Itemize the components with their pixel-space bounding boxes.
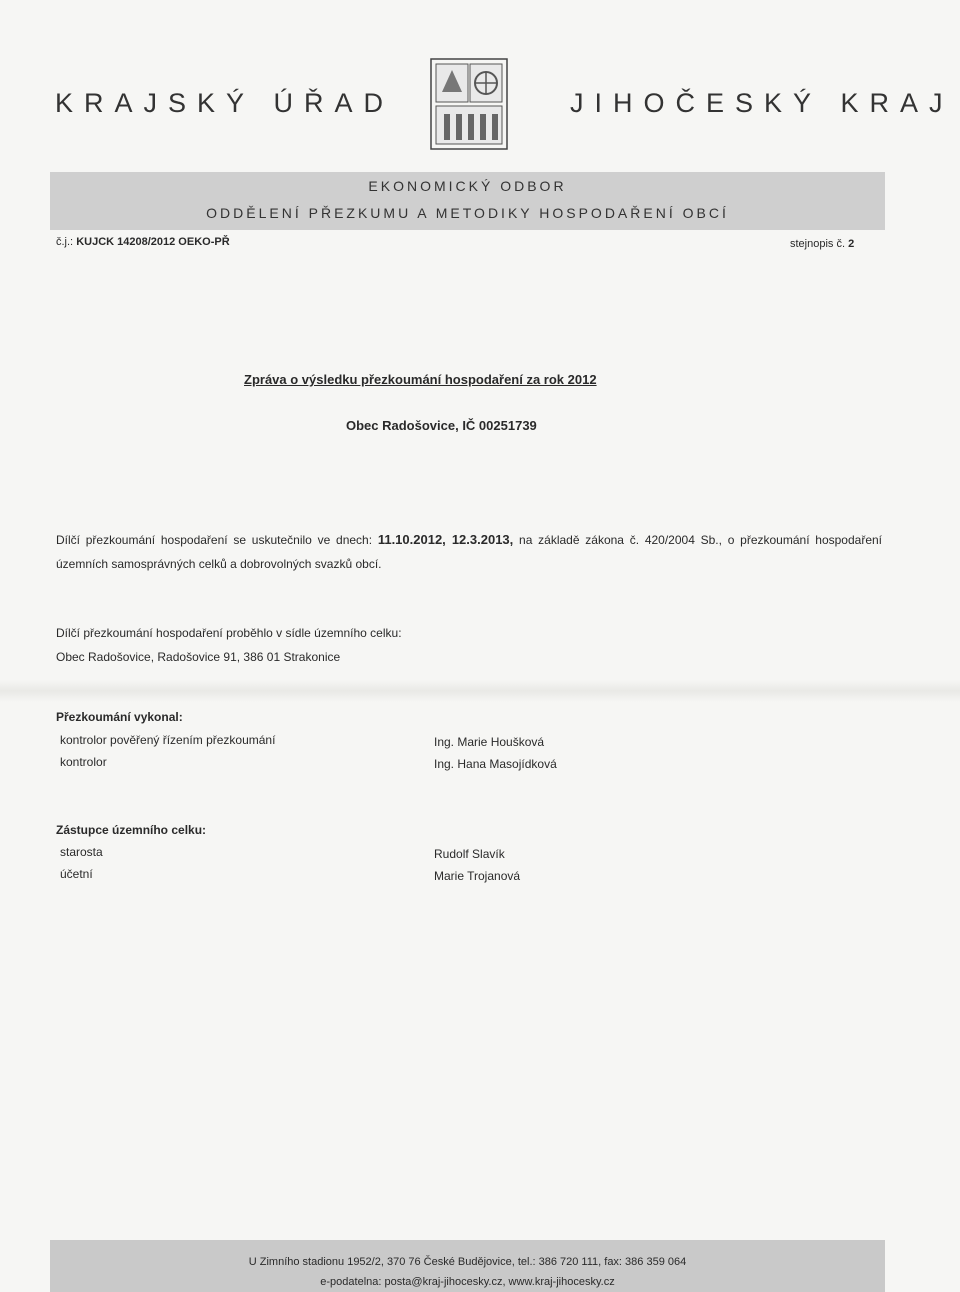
representative-role: účetní (60, 867, 93, 881)
audit-location-intro: Dílčí přezkoumání hospodaření proběhlo v sídle územního celku: (56, 626, 402, 640)
region-title: JIHOČESKÝ KRAJ (570, 88, 954, 118)
footer-address: U Zimního stadionu 1952/2, 370 76 České Budějovice, tel.: 386 720 111, fax: 386 359 064 (248, 1256, 687, 1268)
representative-role: starosta (60, 845, 103, 859)
auditor-name: Ing. Marie Houšková (434, 735, 545, 749)
audit-dates-suffix: na základě zákona č. 420/2004 Sb., o přezkoumání hospodaření územních samosprávných celků a dobrovolných svazků obcí. (56, 533, 883, 571)
audit-dates: 11.10.2012, 12.3.2013, (377, 532, 514, 547)
audit-dates-prefix: Dílčí přezkoumání hospodaření se uskutečnilo ve dnech: (56, 533, 373, 547)
reference-number (56, 236, 230, 248)
copy-label: stejnopis č. (790, 238, 846, 250)
representative-name: Marie Trojanová (434, 869, 521, 883)
office-title: KRAJSKÝ ÚŘAD (55, 88, 395, 118)
entity-name: Obec Radošovice, IČ 00251739 (346, 418, 537, 433)
footer-contact: e-podatelna: posta@kraj-jihocesky.cz, www.kraj-jihocesky.cz (320, 1276, 615, 1288)
copy-number (790, 238, 854, 250)
auditor-role: kontrolor pověřený řízením přezkoumání (60, 733, 276, 747)
coat-of-arms-logo (430, 58, 508, 150)
department-name: EKONOMICKÝ ODBOR (368, 178, 567, 194)
representatives-heading: Zástupce územního celku: (56, 823, 207, 837)
auditors-heading: Přezkoumání vykonal: (56, 710, 183, 724)
auditor-name: Ing. Hana Masojídková (434, 757, 557, 771)
reference-value: KUJCK 14208/2012 OEKO-PŘ (76, 236, 230, 248)
audit-location-address: Obec Radošovice, Radošovice 91, 386 01 Strakonice (56, 650, 341, 664)
representative-name: Rudolf Slavík (434, 847, 505, 861)
copy-value: 2 (848, 238, 855, 250)
audit-location-paragraph (56, 621, 402, 669)
department-section: ODDĚLENÍ PŘEZKUMU A METODIKY HOSPODAŘENÍ OBCÍ (206, 205, 729, 221)
scan-smudge (0, 680, 960, 702)
auditor-role: kontrolor (60, 755, 107, 769)
report-title: Zpráva o výsledku přezkoumání hospodaření za rok 2012 (244, 372, 597, 387)
reference-label: č.j.: (56, 236, 74, 248)
audit-dates-paragraph (56, 528, 882, 576)
